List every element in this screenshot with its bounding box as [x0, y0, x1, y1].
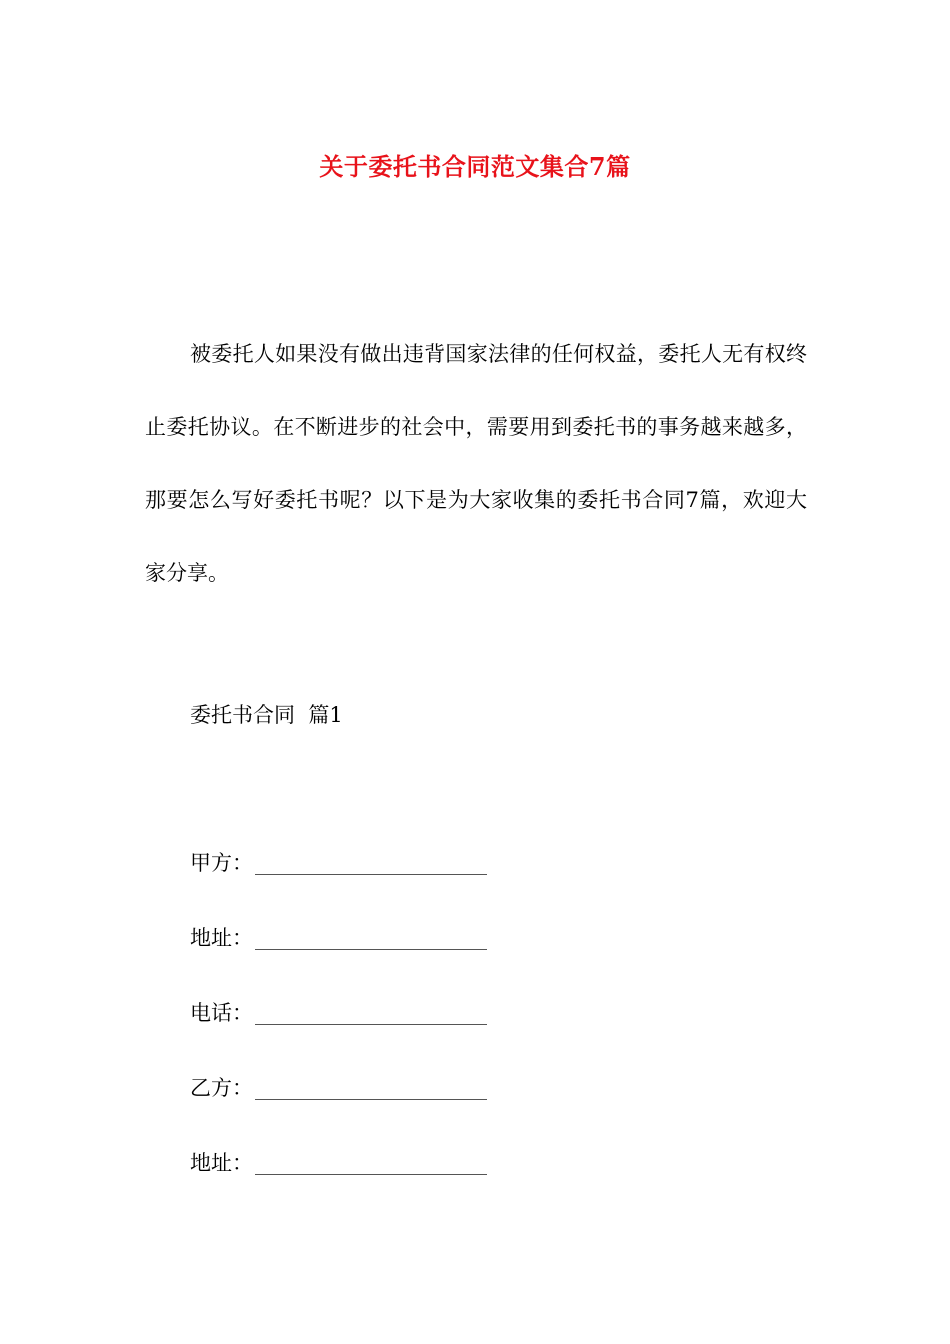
- field-label: 地址：: [190, 926, 253, 950]
- party-a-address-field: [190, 920, 487, 956]
- party-a-phone-field: [190, 995, 487, 1031]
- party-a-field: [190, 845, 487, 881]
- field-label: 乙方：: [190, 1076, 253, 1100]
- field-label: 电话：: [190, 1001, 253, 1025]
- party-b-field: [190, 1070, 487, 1106]
- fill-in-blank: [255, 927, 487, 950]
- intro-paragraph: 被委托人如果没有做出违背国家法律的任何权益，委托人无有权终止委托协议。在不断进步的社会中，需要用到委托书的事务越来越多，那要怎么写好委托书呢？以下是为大家收集的委托书合同7篇，欢迎大家分享。: [145, 342, 807, 585]
- fill-in-blank: [255, 1002, 487, 1025]
- field-label: 甲方：: [190, 851, 253, 875]
- party-b-address-field: [190, 1145, 487, 1181]
- document-title: 关于委托书合同范文集合7篇: [319, 152, 631, 182]
- field-label: 地址：: [190, 1151, 253, 1175]
- fill-in-blank: [255, 852, 487, 875]
- fill-in-blank: [255, 1152, 487, 1175]
- fill-in-blank: [255, 1077, 487, 1100]
- section-heading: 委托书合同 篇1: [190, 703, 343, 727]
